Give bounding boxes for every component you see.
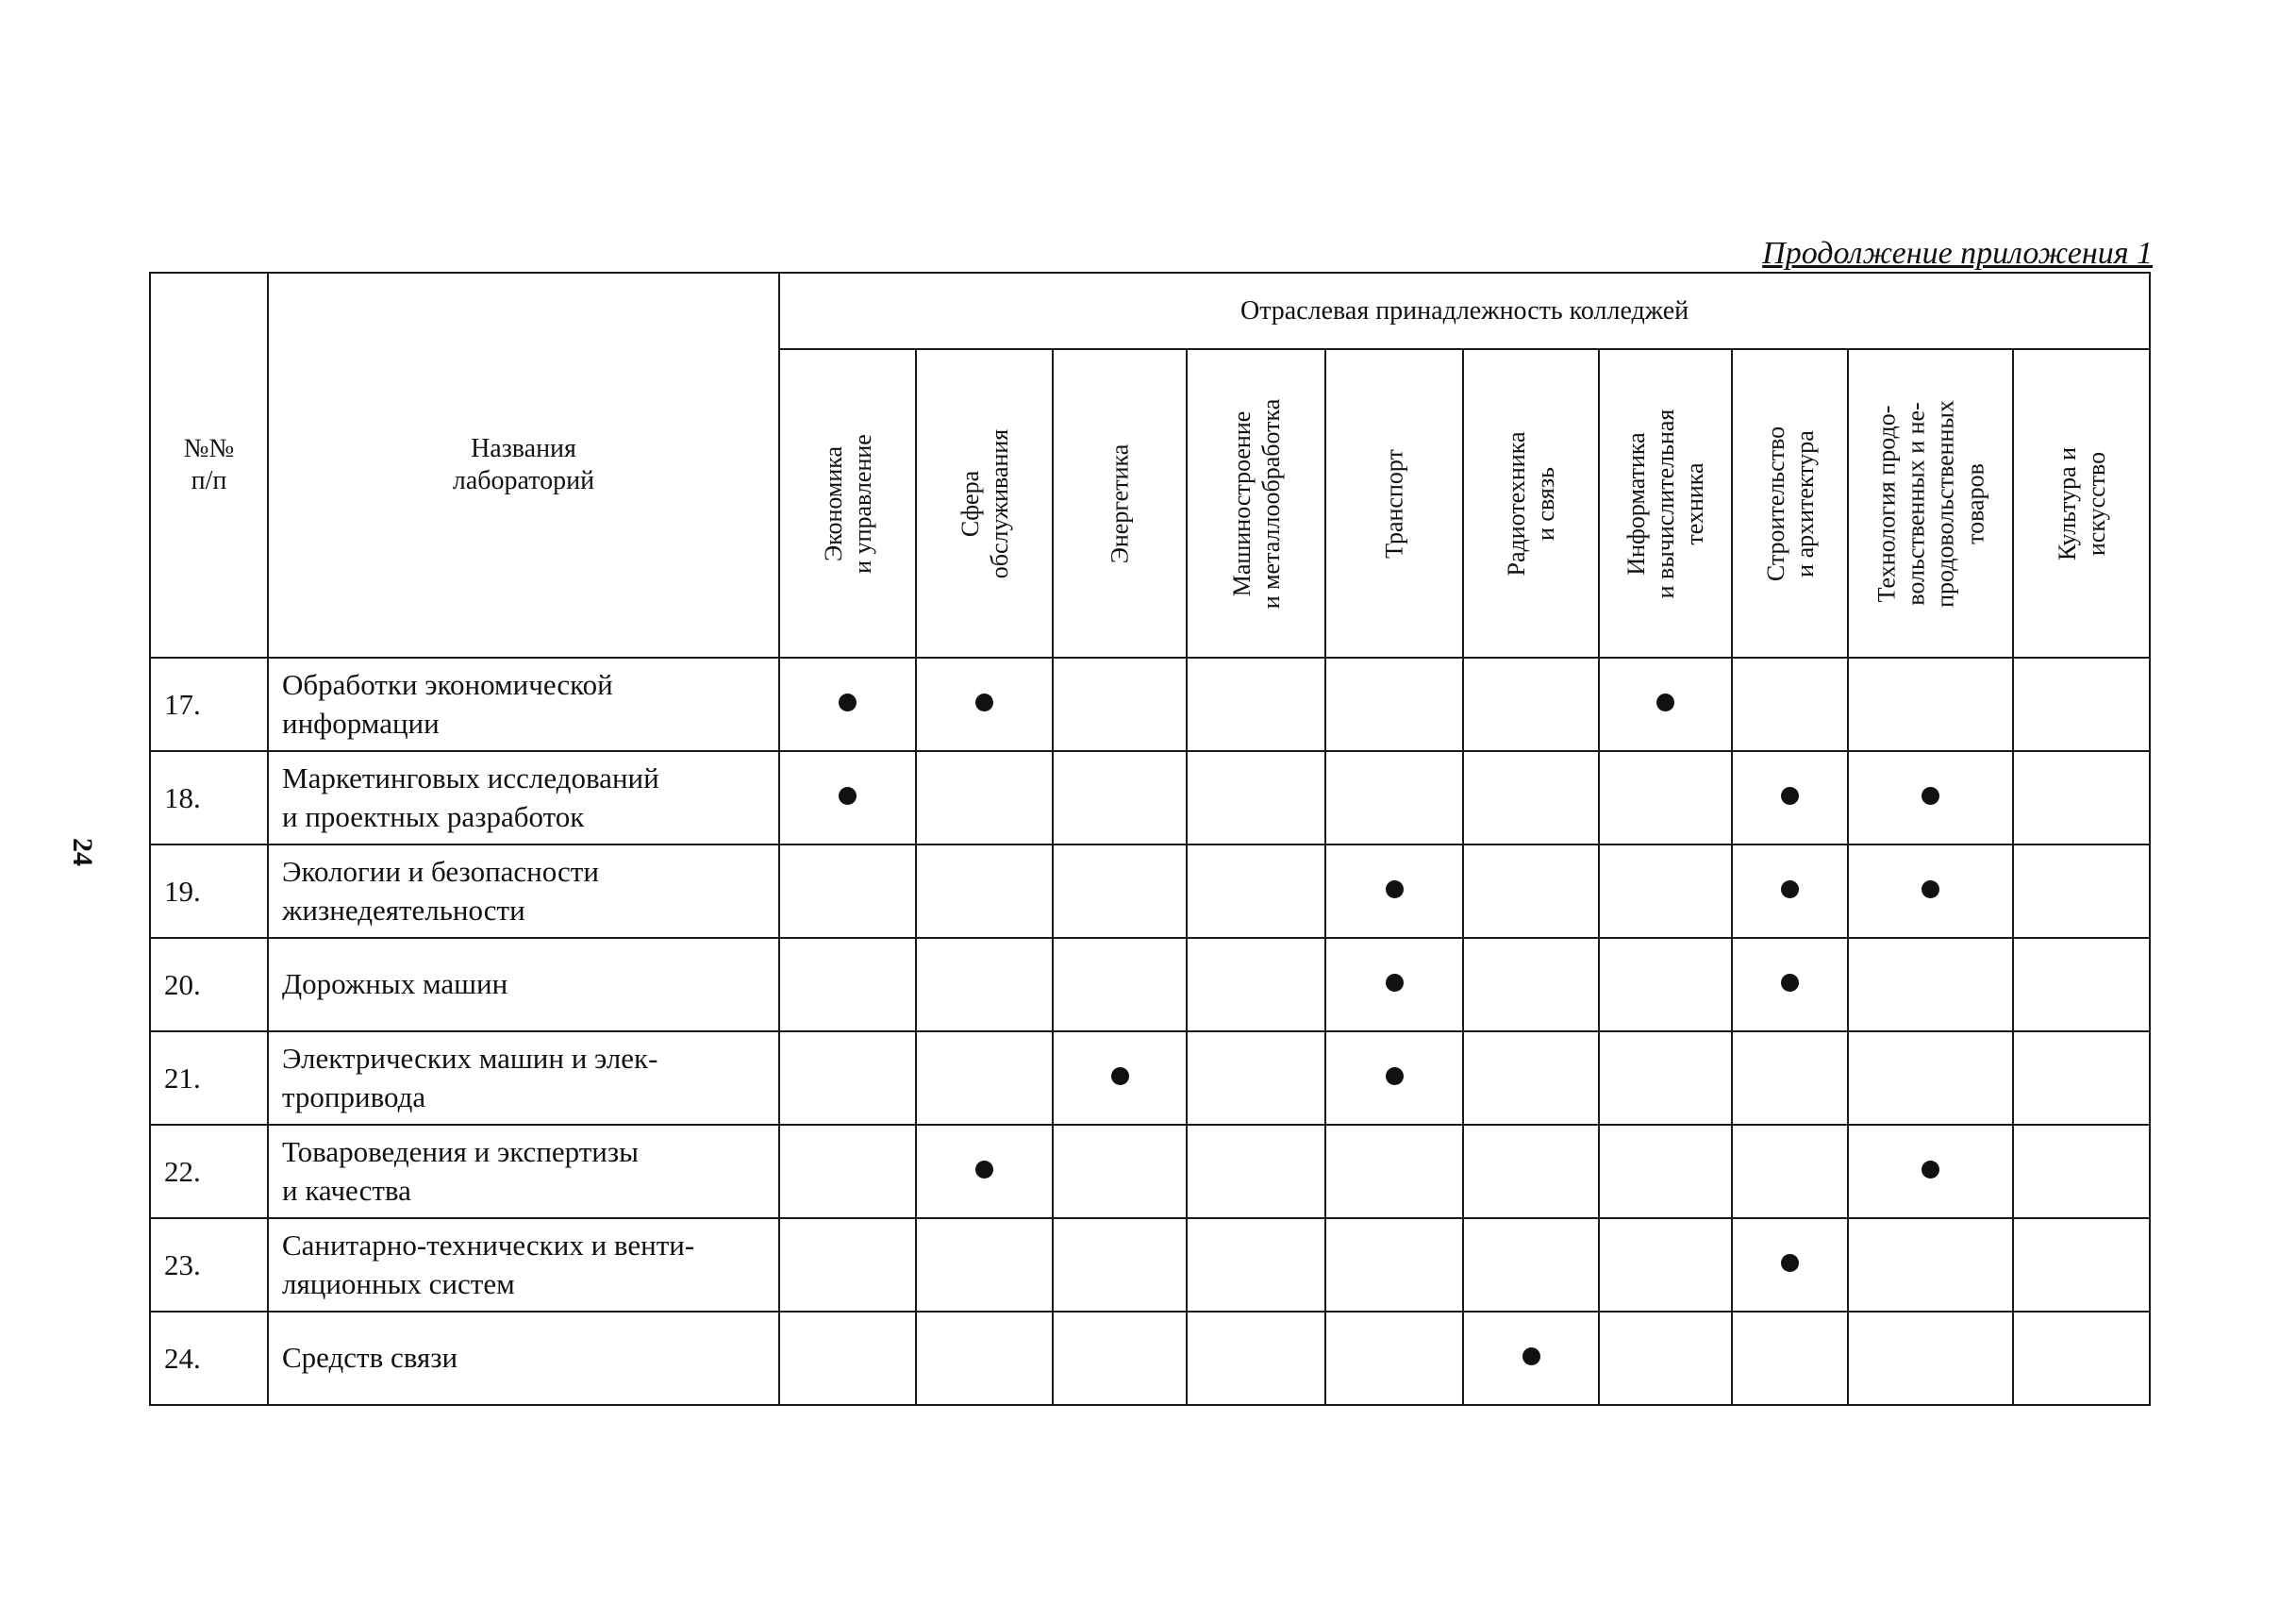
industry-cell xyxy=(1053,751,1187,844)
industry-header-line: и архитектура xyxy=(1790,429,1819,577)
industry-header-label xyxy=(1502,431,1560,576)
industry-cell xyxy=(1599,1218,1732,1312)
industry-cell xyxy=(1325,751,1463,844)
industry-header-line: обслуживания xyxy=(985,428,1013,578)
industry-cell xyxy=(1053,1312,1187,1405)
laboratory-name xyxy=(268,751,779,844)
industry-cell xyxy=(1732,1125,1848,1218)
laboratory-name-line: Средств связи xyxy=(282,1341,458,1375)
laboratory-name-line: информации xyxy=(282,706,440,740)
industry-cell xyxy=(1187,1218,1325,1312)
industry-cell xyxy=(916,844,1053,938)
industry-cell xyxy=(2013,938,2150,1031)
industry-cell xyxy=(1325,1031,1463,1125)
industry-header-line: Технология продо- xyxy=(1872,405,1901,602)
bullet-mark-icon xyxy=(1111,1067,1129,1085)
continuation-label: Продолжение приложения 1 xyxy=(1762,236,2153,271)
industry-header xyxy=(779,349,916,658)
industry-cell xyxy=(779,658,916,751)
industry-header xyxy=(1053,349,1187,658)
industry-cell xyxy=(2013,1031,2150,1125)
industry-cell xyxy=(1732,1031,1848,1125)
industry-cell xyxy=(916,1125,1053,1218)
industry-cell xyxy=(779,1218,916,1312)
industry-cell xyxy=(1732,1312,1848,1405)
laboratory-name-line: Маркетинговых исследований xyxy=(282,761,659,795)
industry-cell xyxy=(1732,844,1848,938)
industry-cell xyxy=(1463,938,1599,1031)
bullet-mark-icon xyxy=(1922,1161,1939,1179)
industry-cell xyxy=(779,1031,916,1125)
bullet-mark-icon xyxy=(975,1161,993,1179)
industry-cell xyxy=(1187,1125,1325,1218)
industry-cell xyxy=(1053,1031,1187,1125)
industry-header-label xyxy=(2052,446,2110,560)
industry-header-line: техника xyxy=(1681,461,1709,545)
row-number: 19. xyxy=(150,844,268,938)
column-header-number xyxy=(150,273,268,658)
industry-cell xyxy=(779,1125,916,1218)
industry-cell xyxy=(1848,1125,2013,1218)
row-number: 24. xyxy=(150,1312,268,1405)
industry-cell xyxy=(1463,1125,1599,1218)
industry-cell xyxy=(1187,751,1325,844)
laboratory-name-line: ляционных систем xyxy=(282,1266,515,1300)
bullet-mark-icon xyxy=(1781,880,1799,898)
industry-header-line: и связь xyxy=(1532,466,1559,541)
industry-cell xyxy=(916,658,1053,751)
industry-cell xyxy=(1732,751,1848,844)
industry-cell xyxy=(1053,1218,1187,1312)
industry-header xyxy=(1325,349,1463,658)
bullet-mark-icon xyxy=(839,694,857,711)
industry-header-label xyxy=(1226,398,1285,609)
industry-header-line: Строительство xyxy=(1761,426,1789,581)
industry-cell xyxy=(1325,1312,1463,1405)
industry-cell xyxy=(1599,751,1732,844)
bullet-mark-icon xyxy=(1922,880,1939,898)
industry-header-line: искусство xyxy=(2082,451,2110,556)
industry-cell xyxy=(779,1312,916,1405)
bullet-mark-icon xyxy=(1781,787,1799,805)
industry-cell xyxy=(1463,844,1599,938)
table-row xyxy=(150,1125,2150,1218)
column-header-number-line: п/п xyxy=(191,466,227,495)
industry-cell xyxy=(2013,1125,2150,1218)
column-header-name xyxy=(268,273,779,658)
laboratory-name xyxy=(268,1125,779,1218)
industry-cell xyxy=(779,844,916,938)
bullet-mark-icon xyxy=(1386,880,1404,898)
industry-header-label xyxy=(1105,443,1134,563)
industry-cell xyxy=(1053,844,1187,938)
industry-cell xyxy=(2013,751,2150,844)
industry-header-line: и металлообработка xyxy=(1256,398,1285,609)
industry-cell xyxy=(1463,1312,1599,1405)
industry-cell xyxy=(1187,658,1325,751)
industry-cell xyxy=(1732,1218,1848,1312)
industry-cell xyxy=(1463,1218,1599,1312)
industry-cell xyxy=(1325,938,1463,1031)
table-row xyxy=(150,844,2150,938)
industry-header-line: Культура и xyxy=(2053,446,2081,560)
row-number: 20. xyxy=(150,938,268,1031)
industry-cell xyxy=(916,1218,1053,1312)
industry-header-line: Экономика xyxy=(819,445,847,561)
industry-cell xyxy=(1325,1125,1463,1218)
laboratory-name-line: и проектных разработок xyxy=(282,799,585,833)
row-number: 23. xyxy=(150,1218,268,1312)
table-row xyxy=(150,751,2150,844)
laboratory-name-line: Электрических машин и элек- xyxy=(282,1042,658,1076)
industry-header-line: Радиотехника xyxy=(1502,431,1530,576)
industry-header xyxy=(1599,349,1732,658)
industry-cell xyxy=(2013,1312,2150,1405)
industry-cell xyxy=(1463,1031,1599,1125)
industry-header-line: и вычислительная xyxy=(1651,409,1679,598)
bullet-mark-icon xyxy=(1386,1067,1404,1085)
bullet-mark-icon xyxy=(1386,974,1404,992)
laboratory-name-line: тропривода xyxy=(282,1079,426,1113)
industry-cell xyxy=(1848,844,2013,938)
laboratory-name xyxy=(268,1031,779,1125)
industry-header-line: и управление xyxy=(848,433,876,574)
industry-cell xyxy=(1599,1125,1732,1218)
industry-cell xyxy=(779,938,916,1031)
laboratory-name-line: и качества xyxy=(282,1173,411,1207)
industry-cell xyxy=(1848,938,2013,1031)
industry-cell xyxy=(2013,1218,2150,1312)
industry-header-line: Энергетика xyxy=(1106,443,1134,563)
column-header-number-line: №№ xyxy=(183,434,235,464)
industry-cell xyxy=(1187,1312,1325,1405)
industry-header xyxy=(1732,349,1848,658)
industry-cell xyxy=(916,751,1053,844)
industry-cell xyxy=(1187,938,1325,1031)
industry-cell xyxy=(1187,1031,1325,1125)
industry-cell xyxy=(1463,751,1599,844)
page-number: 24 xyxy=(67,838,98,866)
industry-cell xyxy=(1463,658,1599,751)
industry-cell xyxy=(916,1312,1053,1405)
laboratory-name xyxy=(268,1218,779,1312)
industry-header xyxy=(1187,349,1325,658)
bullet-mark-icon xyxy=(975,694,993,711)
bullet-mark-icon xyxy=(1781,974,1799,992)
industry-header-line: товаров xyxy=(1960,462,1988,544)
industry-cell xyxy=(1599,844,1732,938)
industry-cell xyxy=(1848,1312,2013,1405)
industry-cell xyxy=(1599,1031,1732,1125)
column-header-name-line: лабораторий xyxy=(452,466,595,495)
column-header-name-line: Названия xyxy=(471,434,576,464)
laboratory-name-line: Экологии и безопасности xyxy=(282,855,599,889)
industry-header xyxy=(1848,349,2013,658)
table-row xyxy=(150,1031,2150,1125)
laboratory-name xyxy=(268,658,779,751)
laboratory-name-line: жизнедеятельности xyxy=(282,893,525,927)
laboratory-name-line: Санитарно-технических и венти- xyxy=(282,1229,695,1262)
laboratory-name xyxy=(268,844,779,938)
industry-group-header: Отраслевая принадлежность колледжей xyxy=(779,273,2150,349)
industry-header-label xyxy=(1622,409,1710,598)
industry-cell xyxy=(916,938,1053,1031)
row-number: 17. xyxy=(150,658,268,751)
industry-header-line: Машиностроение xyxy=(1227,410,1256,596)
row-number: 18. xyxy=(150,751,268,844)
industry-header-label xyxy=(1872,400,1989,608)
industry-header-line: Сфера xyxy=(956,470,984,537)
bullet-mark-icon xyxy=(1922,787,1939,805)
industry-cell xyxy=(1599,1312,1732,1405)
industry-cell xyxy=(1599,938,1732,1031)
industry-cell xyxy=(1732,938,1848,1031)
bullet-mark-icon xyxy=(839,787,857,805)
industry-cell xyxy=(2013,658,2150,751)
industry-cell xyxy=(2013,844,2150,938)
industry-header-label xyxy=(818,434,876,574)
industry-header-line: Информатика xyxy=(1622,431,1650,576)
industry-cell xyxy=(916,1031,1053,1125)
industry-cell xyxy=(1848,658,2013,751)
industry-cell xyxy=(1325,1218,1463,1312)
industry-header-label xyxy=(1379,449,1408,559)
industry-cell xyxy=(1325,658,1463,751)
table-row xyxy=(150,1312,2150,1405)
industry-cell xyxy=(1187,844,1325,938)
laboratory-name-line: Дорожных машин xyxy=(282,967,508,1001)
industry-header xyxy=(1463,349,1599,658)
industry-header-label xyxy=(955,428,1013,578)
industry-cell xyxy=(1053,658,1187,751)
table-row xyxy=(150,658,2150,751)
industry-cell xyxy=(779,751,916,844)
industry-cell xyxy=(1848,1031,2013,1125)
industry-header xyxy=(2013,349,2150,658)
industry-header-line: Транспорт xyxy=(1380,448,1408,559)
industry-header-line: продовольственных xyxy=(1931,399,1959,608)
laboratory-name-line: Товароведения и экспертизы xyxy=(282,1135,639,1169)
industry-cell xyxy=(1053,938,1187,1031)
laboratory-name-line: Обработки экономической xyxy=(282,668,613,702)
industry-cell xyxy=(1848,1218,2013,1312)
table-row xyxy=(150,1218,2150,1312)
row-number: 22. xyxy=(150,1125,268,1218)
bullet-mark-icon xyxy=(1522,1347,1540,1365)
industry-cell xyxy=(1732,658,1848,751)
row-number: 21. xyxy=(150,1031,268,1125)
industry-header-line: вольственных и не- xyxy=(1902,401,1930,606)
laboratory-name xyxy=(268,938,779,1031)
bullet-mark-icon xyxy=(1781,1254,1799,1272)
industry-header-label xyxy=(1760,426,1819,580)
laboratory-name xyxy=(268,1312,779,1405)
industry-cell xyxy=(1848,751,2013,844)
industry-cell xyxy=(1053,1125,1187,1218)
laboratories-table xyxy=(149,272,2151,1406)
industry-header xyxy=(916,349,1053,658)
table-row xyxy=(150,938,2150,1031)
industry-cell xyxy=(1325,844,1463,938)
bullet-mark-icon xyxy=(1656,694,1674,711)
industry-cell xyxy=(1599,658,1732,751)
